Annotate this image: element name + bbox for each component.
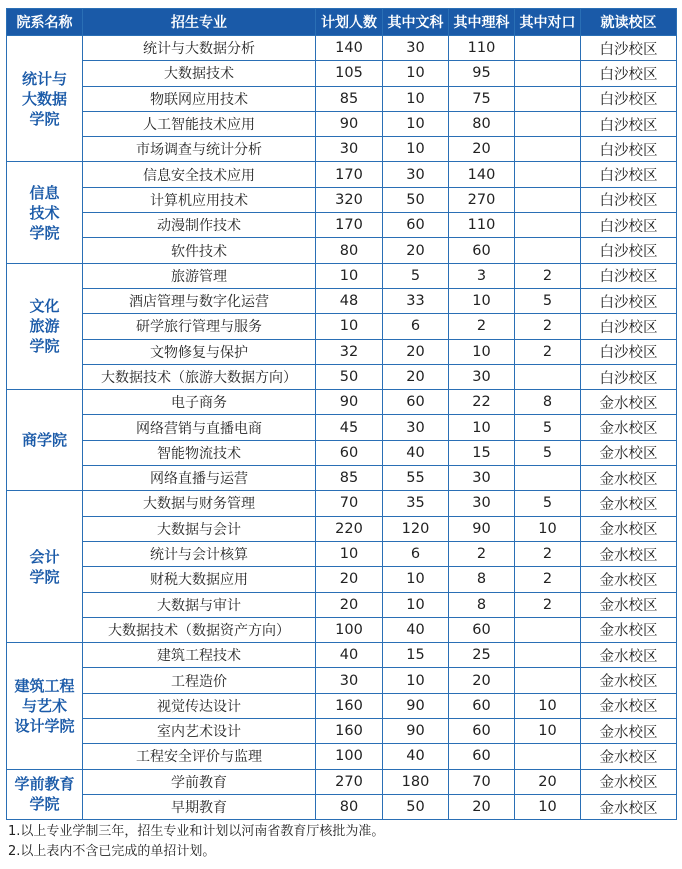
table-row — [7, 213, 677, 238]
major-cell: 早期教育 — [83, 794, 316, 819]
arts-cell: 6 — [383, 541, 449, 566]
campus-cell: 金水校区 — [581, 794, 677, 819]
arts-cell: 40 — [383, 744, 449, 769]
campus-cell: 白沙校区 — [581, 61, 677, 86]
table-row — [7, 36, 677, 61]
major-cell: 研学旅行管理与服务 — [83, 314, 316, 339]
vocational-cell: 2 — [515, 592, 581, 617]
vocational-cell: 10 — [515, 794, 581, 819]
vocational-cell: 5 — [515, 440, 581, 465]
arts-cell: 30 — [383, 415, 449, 440]
arts-cell: 50 — [383, 187, 449, 212]
department-name: 会计 学院 — [7, 491, 83, 643]
major-cell: 信息安全技术应用 — [83, 162, 316, 187]
arts-cell: 120 — [383, 516, 449, 541]
vocational-cell — [515, 466, 581, 491]
table-row — [7, 111, 677, 136]
table-row — [7, 719, 677, 744]
arts-cell: 10 — [383, 111, 449, 136]
campus-cell: 金水校区 — [581, 719, 677, 744]
header-arts: 其中文科 — [383, 9, 449, 36]
science-cell: 110 — [449, 36, 515, 61]
campus-cell: 金水校区 — [581, 516, 677, 541]
planned-cell: 90 — [316, 390, 383, 415]
campus-cell: 金水校区 — [581, 617, 677, 642]
science-cell: 25 — [449, 643, 515, 668]
major-cell: 电子商务 — [83, 390, 316, 415]
science-cell: 30 — [449, 491, 515, 516]
campus-cell: 白沙校区 — [581, 263, 677, 288]
header-planned: 计划人数 — [316, 9, 383, 36]
footnote-2: 2.以上表内不含已完成的单招计划。 — [8, 844, 216, 859]
planned-cell: 10 — [316, 314, 383, 339]
major-cell: 大数据与审计 — [83, 592, 316, 617]
planned-cell: 160 — [316, 693, 383, 718]
table-row — [7, 617, 677, 642]
table-row — [7, 263, 677, 288]
vocational-cell — [515, 744, 581, 769]
campus-cell: 金水校区 — [581, 491, 677, 516]
planned-cell: 140 — [316, 36, 383, 61]
table-body — [7, 36, 677, 820]
science-cell: 8 — [449, 567, 515, 592]
major-cell: 大数据技术（数据资产方向） — [83, 617, 316, 642]
footnotes — [8, 822, 676, 862]
campus-cell: 白沙校区 — [581, 162, 677, 187]
vocational-cell — [515, 111, 581, 136]
major-cell: 统计与会计核算 — [83, 541, 316, 566]
arts-cell: 10 — [383, 567, 449, 592]
science-cell: 8 — [449, 592, 515, 617]
science-cell: 95 — [449, 61, 515, 86]
table-row — [7, 643, 677, 668]
vocational-cell — [515, 61, 581, 86]
planned-cell: 85 — [316, 466, 383, 491]
science-cell: 60 — [449, 617, 515, 642]
major-cell: 大数据与财务管理 — [83, 491, 316, 516]
vocational-cell: 10 — [515, 516, 581, 541]
campus-cell: 金水校区 — [581, 567, 677, 592]
major-cell: 旅游管理 — [83, 263, 316, 288]
planned-cell: 220 — [316, 516, 383, 541]
major-cell: 网络营销与直播电商 — [83, 415, 316, 440]
table-row — [7, 668, 677, 693]
department-name: 学前教育 学院 — [7, 769, 83, 820]
vocational-cell: 2 — [515, 314, 581, 339]
campus-cell: 金水校区 — [581, 440, 677, 465]
science-cell: 60 — [449, 238, 515, 263]
campus-cell: 白沙校区 — [581, 213, 677, 238]
vocational-cell — [515, 364, 581, 389]
major-cell: 动漫制作技术 — [83, 213, 316, 238]
arts-cell: 10 — [383, 86, 449, 111]
campus-cell: 金水校区 — [581, 668, 677, 693]
table-row — [7, 415, 677, 440]
science-cell: 10 — [449, 288, 515, 313]
vocational-cell — [515, 36, 581, 61]
header-department: 院系名称 — [7, 9, 83, 36]
planned-cell: 105 — [316, 61, 383, 86]
vocational-cell: 2 — [515, 339, 581, 364]
planned-cell: 45 — [316, 415, 383, 440]
science-cell: 140 — [449, 162, 515, 187]
table-row — [7, 769, 677, 794]
arts-cell: 10 — [383, 137, 449, 162]
table-row — [7, 567, 677, 592]
arts-cell: 55 — [383, 466, 449, 491]
science-cell: 60 — [449, 744, 515, 769]
arts-cell: 50 — [383, 794, 449, 819]
science-cell: 90 — [449, 516, 515, 541]
planned-cell: 50 — [316, 364, 383, 389]
science-cell: 30 — [449, 466, 515, 491]
campus-cell: 金水校区 — [581, 769, 677, 794]
vocational-cell: 5 — [515, 288, 581, 313]
major-cell: 智能物流技术 — [83, 440, 316, 465]
table-row — [7, 364, 677, 389]
major-cell: 大数据与会计 — [83, 516, 316, 541]
planned-cell: 48 — [316, 288, 383, 313]
campus-cell: 白沙校区 — [581, 288, 677, 313]
header-campus: 就读校区 — [581, 9, 677, 36]
major-cell: 工程安全评价与监理 — [83, 744, 316, 769]
table-row — [7, 592, 677, 617]
header-vocational: 其中对口 — [515, 9, 581, 36]
science-cell: 10 — [449, 415, 515, 440]
table-row — [7, 162, 677, 187]
planned-cell: 10 — [316, 263, 383, 288]
planned-cell: 80 — [316, 794, 383, 819]
vocational-cell — [515, 187, 581, 212]
vocational-cell — [515, 643, 581, 668]
table-row — [7, 794, 677, 819]
planned-cell: 85 — [316, 86, 383, 111]
major-cell: 工程造价 — [83, 668, 316, 693]
campus-cell: 金水校区 — [581, 592, 677, 617]
planned-cell: 170 — [316, 213, 383, 238]
arts-cell: 30 — [383, 36, 449, 61]
vocational-cell — [515, 668, 581, 693]
arts-cell: 60 — [383, 390, 449, 415]
science-cell: 3 — [449, 263, 515, 288]
major-cell: 视觉传达设计 — [83, 693, 316, 718]
vocational-cell: 8 — [515, 390, 581, 415]
planned-cell: 30 — [316, 137, 383, 162]
table-row — [7, 339, 677, 364]
table-row — [7, 288, 677, 313]
campus-cell: 金水校区 — [581, 390, 677, 415]
table-row — [7, 238, 677, 263]
table-row — [7, 491, 677, 516]
major-cell: 网络直播与运营 — [83, 466, 316, 491]
arts-cell: 90 — [383, 719, 449, 744]
arts-cell: 35 — [383, 491, 449, 516]
arts-cell: 60 — [383, 213, 449, 238]
science-cell: 15 — [449, 440, 515, 465]
science-cell: 2 — [449, 541, 515, 566]
table-row — [7, 137, 677, 162]
planned-cell: 60 — [316, 440, 383, 465]
planned-cell: 20 — [316, 592, 383, 617]
science-cell: 20 — [449, 794, 515, 819]
vocational-cell — [515, 617, 581, 642]
table-header — [7, 9, 677, 36]
vocational-cell: 10 — [515, 693, 581, 718]
planned-cell: 10 — [316, 541, 383, 566]
campus-cell: 白沙校区 — [581, 36, 677, 61]
planned-cell: 80 — [316, 238, 383, 263]
science-cell: 110 — [449, 213, 515, 238]
campus-cell: 白沙校区 — [581, 314, 677, 339]
planned-cell: 70 — [316, 491, 383, 516]
campus-cell: 白沙校区 — [581, 86, 677, 111]
table-row — [7, 86, 677, 111]
major-cell: 建筑工程技术 — [83, 643, 316, 668]
header-science: 其中理科 — [449, 9, 515, 36]
campus-cell: 白沙校区 — [581, 364, 677, 389]
science-cell: 60 — [449, 693, 515, 718]
science-cell: 60 — [449, 719, 515, 744]
science-cell: 2 — [449, 314, 515, 339]
arts-cell: 20 — [383, 238, 449, 263]
planned-cell: 90 — [316, 111, 383, 136]
arts-cell: 5 — [383, 263, 449, 288]
science-cell: 10 — [449, 339, 515, 364]
planned-cell: 30 — [316, 668, 383, 693]
enrollment-table — [6, 8, 677, 820]
planned-cell: 100 — [316, 744, 383, 769]
header-major: 招生专业 — [83, 9, 316, 36]
campus-cell: 白沙校区 — [581, 339, 677, 364]
arts-cell: 10 — [383, 61, 449, 86]
department-name: 文化 旅游 学院 — [7, 263, 83, 389]
major-cell: 文物修复与保护 — [83, 339, 316, 364]
planned-cell: 270 — [316, 769, 383, 794]
arts-cell: 20 — [383, 364, 449, 389]
table-row — [7, 314, 677, 339]
header-row — [7, 9, 677, 36]
major-cell: 室内艺术设计 — [83, 719, 316, 744]
campus-cell: 白沙校区 — [581, 137, 677, 162]
table-row — [7, 440, 677, 465]
major-cell: 财税大数据应用 — [83, 567, 316, 592]
planned-cell: 100 — [316, 617, 383, 642]
planned-cell: 40 — [316, 643, 383, 668]
campus-cell: 金水校区 — [581, 693, 677, 718]
table-row — [7, 516, 677, 541]
arts-cell: 15 — [383, 643, 449, 668]
science-cell: 70 — [449, 769, 515, 794]
vocational-cell: 2 — [515, 541, 581, 566]
campus-cell: 金水校区 — [581, 744, 677, 769]
arts-cell: 20 — [383, 339, 449, 364]
arts-cell: 30 — [383, 162, 449, 187]
major-cell: 软件技术 — [83, 238, 316, 263]
table-row — [7, 744, 677, 769]
table-row — [7, 187, 677, 212]
arts-cell: 10 — [383, 668, 449, 693]
science-cell: 22 — [449, 390, 515, 415]
arts-cell: 90 — [383, 693, 449, 718]
vocational-cell: 2 — [515, 567, 581, 592]
department-name: 统计与 大数据 学院 — [7, 36, 83, 162]
arts-cell: 10 — [383, 592, 449, 617]
table-row — [7, 693, 677, 718]
vocational-cell — [515, 86, 581, 111]
vocational-cell: 20 — [515, 769, 581, 794]
footnote-1: 1.以上专业学制三年，招生专业和计划以河南省教育厅核批为准。 — [8, 824, 385, 839]
arts-cell: 33 — [383, 288, 449, 313]
major-cell: 酒店管理与数字化运营 — [83, 288, 316, 313]
arts-cell: 40 — [383, 617, 449, 642]
campus-cell: 白沙校区 — [581, 111, 677, 136]
campus-cell: 白沙校区 — [581, 187, 677, 212]
arts-cell: 180 — [383, 769, 449, 794]
table-row — [7, 390, 677, 415]
science-cell: 30 — [449, 364, 515, 389]
vocational-cell — [515, 238, 581, 263]
table-row — [7, 541, 677, 566]
major-cell: 计算机应用技术 — [83, 187, 316, 212]
major-cell: 市场调查与统计分析 — [83, 137, 316, 162]
campus-cell: 金水校区 — [581, 466, 677, 491]
vocational-cell: 2 — [515, 263, 581, 288]
vocational-cell — [515, 162, 581, 187]
campus-cell: 金水校区 — [581, 541, 677, 566]
arts-cell: 40 — [383, 440, 449, 465]
vocational-cell: 5 — [515, 415, 581, 440]
planned-cell: 320 — [316, 187, 383, 212]
science-cell: 80 — [449, 111, 515, 136]
department-name: 建筑工程 与艺术 设计学院 — [7, 643, 83, 769]
planned-cell: 20 — [316, 567, 383, 592]
major-cell: 大数据技术 — [83, 61, 316, 86]
planned-cell: 160 — [316, 719, 383, 744]
vocational-cell: 5 — [515, 491, 581, 516]
major-cell: 人工智能技术应用 — [83, 111, 316, 136]
arts-cell: 6 — [383, 314, 449, 339]
major-cell: 物联网应用技术 — [83, 86, 316, 111]
vocational-cell — [515, 213, 581, 238]
department-name: 信息 技术 学院 — [7, 162, 83, 263]
science-cell: 270 — [449, 187, 515, 212]
science-cell: 20 — [449, 668, 515, 693]
table-row — [7, 466, 677, 491]
major-cell: 学前教育 — [83, 769, 316, 794]
campus-cell: 金水校区 — [581, 643, 677, 668]
major-cell: 统计与大数据分析 — [83, 36, 316, 61]
planned-cell: 32 — [316, 339, 383, 364]
science-cell: 75 — [449, 86, 515, 111]
campus-cell: 金水校区 — [581, 415, 677, 440]
table-row — [7, 61, 677, 86]
vocational-cell — [515, 137, 581, 162]
major-cell: 大数据技术（旅游大数据方向） — [83, 364, 316, 389]
science-cell: 20 — [449, 137, 515, 162]
campus-cell: 白沙校区 — [581, 238, 677, 263]
department-name: 商学院 — [7, 390, 83, 491]
vocational-cell: 10 — [515, 719, 581, 744]
planned-cell: 170 — [316, 162, 383, 187]
